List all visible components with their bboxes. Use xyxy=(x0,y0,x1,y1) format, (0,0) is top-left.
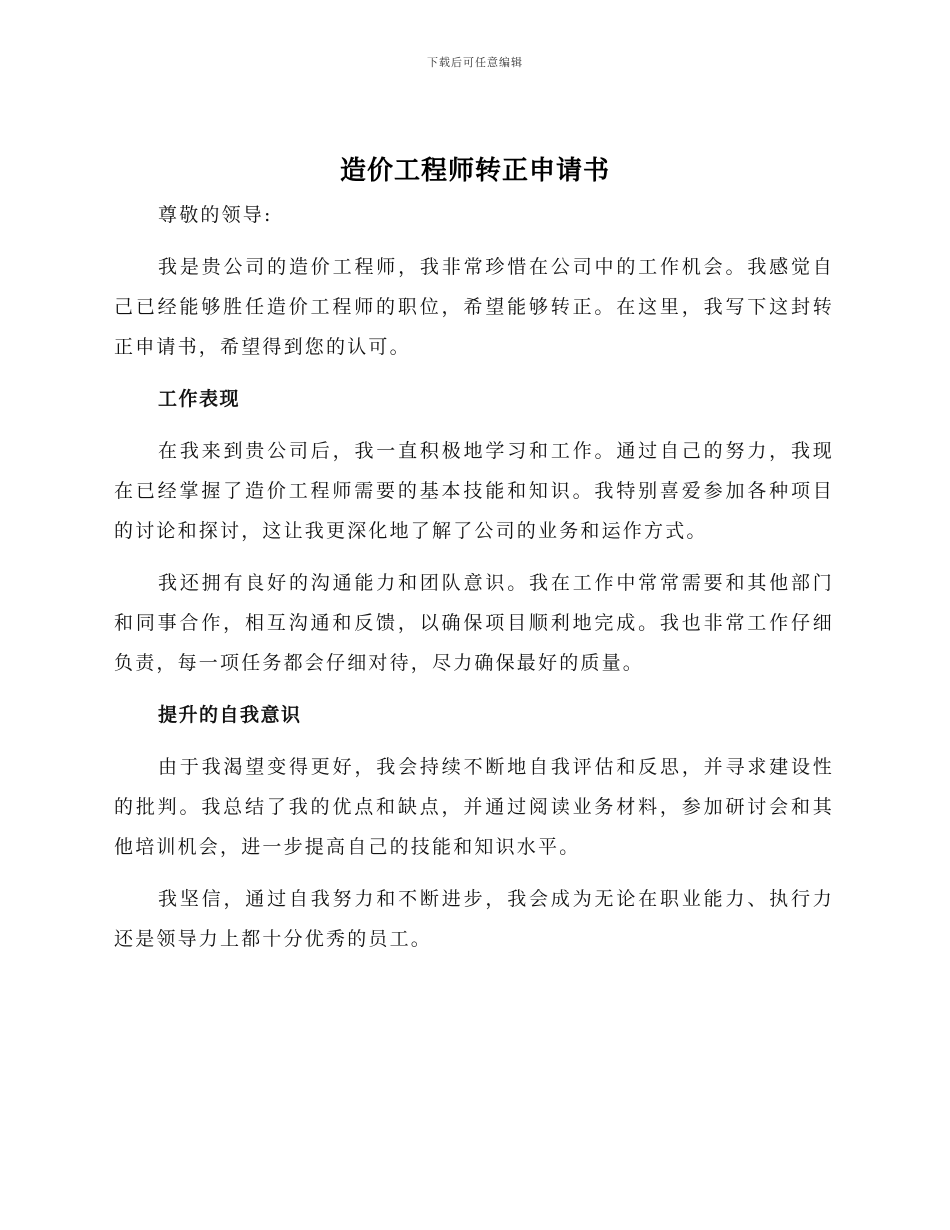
paragraph: 我还拥有良好的沟通能力和团队意识。我在工作中常常需要和其他部门和同事合作，相互沟通和反馈，以确保项目顺利地完成。我也非常工作仔细负责，每一项任务都会仔细对待，尽力确保最好的质量。 xyxy=(114,572,834,674)
salutation: 尊敬的领导: xyxy=(158,204,273,226)
document-body xyxy=(114,195,834,971)
paragraph: 在我来到贵公司后，我一直积极地学习和工作。通过自己的努力，我现在已经掌握了造价工程师需要的基本技能和知识。我特别喜爱参加各种项目的讨论和探讨，这让我更深化地了解了公司的业务和运作方式。 xyxy=(114,440,834,542)
paragraph: 由于我渴望变得更好，我会持续不断地自我评估和反思，并寻求建设性的批判。我总结了我的优点和缺点，并通过阅读业务材料，参加研讨会和其他培训机会，进一步提高自己的技能和知识水平。 xyxy=(114,756,834,858)
header-note: 下载后可任意编辑 xyxy=(427,56,523,69)
paragraph: 我坚信，通过自我努力和不断进步，我会成为无论在职业能力、执行力还是领导力上都十分优秀的员工。 xyxy=(114,888,834,950)
section-heading-self-awareness: 提升的自我意识 xyxy=(158,704,302,726)
section-heading-work-performance: 工作表现 xyxy=(158,388,241,410)
intro-paragraph: 我是贵公司的造价工程师，我非常珍惜在公司中的工作机会。我感觉自己已经能够胜任造价工程师的职位，希望能够转正。在这里，我写下这封转正申请书，希望得到您的认可。 xyxy=(114,256,834,358)
document-title: 造价工程师转正申请书 xyxy=(339,156,610,186)
